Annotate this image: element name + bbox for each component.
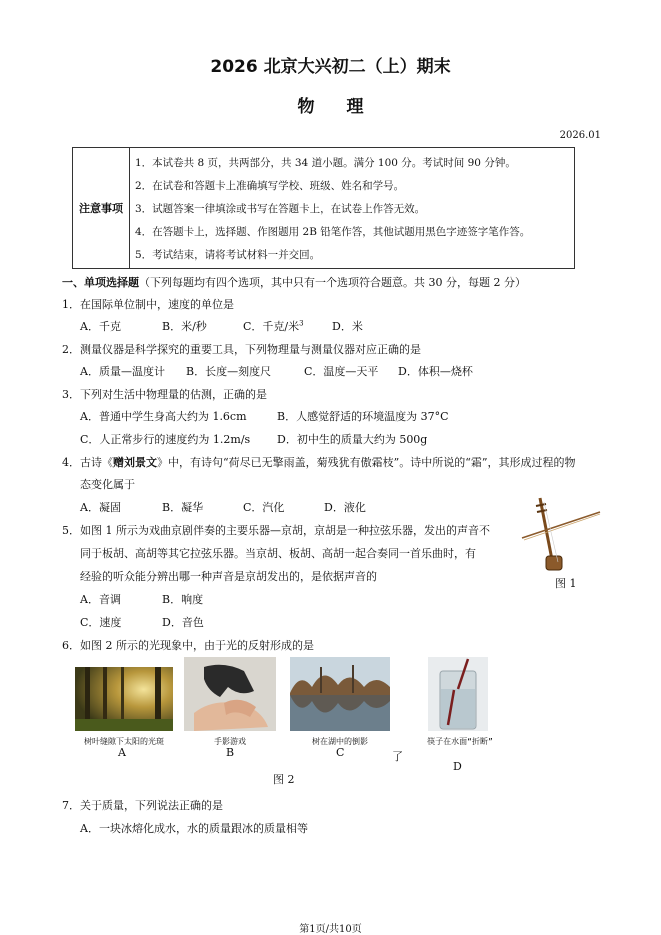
photo-sunlight-forest (75, 667, 173, 731)
question-4-stem (62, 454, 576, 470)
subject-title (0, 92, 661, 117)
subject-char: 理 (346, 97, 364, 117)
photo-caption: 树叶缝隙下太阳的光斑 (84, 737, 164, 746)
photo-lake-reflection (290, 657, 390, 731)
option: A．千克 (80, 320, 121, 333)
option: A．一块冰熔化成水，水的质量跟冰的质量相等 (80, 822, 308, 835)
question-7-stem: 7．关于质量，下列说法正确的是 (62, 799, 223, 812)
question-6-stem: 6．如图 2 所示的光现象中，由于光的反射形成的是 (62, 639, 314, 652)
superscript: 3 (299, 319, 304, 328)
section-title: 一、单项选择题 (62, 276, 139, 289)
question-3-stem: 3．下列对生活中物理量的估测，正确的是 (62, 388, 267, 401)
option: B．凝华 (162, 501, 204, 514)
option: A．质量—温度计 (80, 365, 165, 378)
notice-label: 注意事项 (73, 148, 130, 268)
option: B．人感觉舒适的环境温度为 37°C (277, 410, 449, 423)
exam-title: 2026 北京大兴初二（上）期末 (210, 57, 451, 77)
option: A．音调 (80, 593, 121, 606)
section-heading (62, 274, 526, 290)
notice-item: 2．在试卷和答题卡上准确填写学校、班级、姓名和学号。 (135, 180, 405, 192)
notice-item: 1．本试卷共 8 页，共两部分，共 34 道小题。满分 100 分。考试时间 90 分钟。 (135, 157, 516, 169)
option: C．温度—天平 (304, 365, 379, 378)
option: D．液化 (324, 501, 366, 514)
option: D．米 (332, 320, 363, 333)
question-5-line: 同于板胡、高胡等其它拉弦乐器。当京胡、板胡、高胡一起合奏同一首乐曲时，有 (80, 547, 476, 560)
option-text: C．千克/米 (243, 320, 300, 333)
photo-chopstick-glass (428, 657, 488, 731)
notice-item: 3．试题答案一律填涂或书写在答题卡上，在试卷上作答无效。 (135, 203, 426, 215)
photo-caption: 筷子在水面“折断” (427, 737, 493, 746)
jinghu-illustration (522, 498, 600, 570)
option-with-sup (243, 318, 304, 334)
question-4-stem-line2: 态变化属于 (80, 478, 135, 491)
option-letter: A (118, 746, 126, 759)
question-5-line: 5．如图 1 所示为戏曲京剧伴奏的主要乐器—京胡，京胡是一种拉弦乐器，发出的声音不 (62, 524, 490, 537)
notice-item: 5．考试结束，请将考试材料一并交回。 (135, 249, 321, 261)
question-1-stem: 1．在国际单位制中，速度的单位是 (62, 298, 234, 311)
notice-item: 4．在答题卡上，选择题、作图题用 2B 铅笔作答，其他试题用黑色字迹签字笔作答。 (135, 226, 531, 238)
figure-2-label: 图 2 (273, 773, 295, 786)
option: D．音色 (162, 616, 204, 629)
section-desc: （下列每题均有四个选项，其中只有一个选项符合题意。共 30 分，每题 2 分） (139, 276, 526, 289)
option: A．凝固 (80, 501, 121, 514)
option: B．米/秒 (162, 320, 207, 333)
jinghu-figure (514, 492, 606, 574)
subject-char: 物 (297, 97, 315, 117)
question-5-line: 经验的听众能分辨出哪一种声音是京胡发出的，是依据声音的 (80, 570, 377, 583)
option: B．长度—刻度尺 (186, 365, 272, 378)
page-footer: 第1页/共10页 (299, 924, 362, 935)
option: A．普通中学生身高大约为 1.6cm (80, 410, 247, 423)
stem-text: 》中，有诗句“荷尽已无擎雨盖，菊残犹有傲霜枝”。诗中所说的“霜”，其形成过程的物 (157, 456, 576, 469)
option: D．初中生的质量大约为 500g (277, 433, 428, 446)
exam-date: 2026.01 (559, 130, 601, 141)
stray-character: 了 (392, 750, 403, 763)
question-2-stem: 2．测量仪器是科学探究的重要工具，下列物理量与测量仪器对应正确的是 (62, 343, 421, 356)
figure-1-label: 图 1 (555, 577, 577, 590)
option: C．速度 (80, 616, 122, 629)
option: C．人正常步行的速度约为 1.2m/s (80, 433, 251, 446)
notice-items (135, 152, 570, 267)
poem-title: 赠刘景文 (113, 456, 157, 469)
option-letter: C (336, 746, 345, 759)
option-letter: B (226, 746, 235, 759)
photo-caption: 手影游戏 (214, 737, 246, 746)
option: D．体积—烧杯 (398, 365, 473, 378)
option: B．响度 (162, 593, 204, 606)
stem-text: 4．古诗《 (62, 456, 113, 469)
option-letter: D (453, 760, 462, 773)
option: C．汽化 (243, 501, 285, 514)
photo-caption: 树在湖中的倒影 (312, 737, 368, 746)
photo-hand-shadow (184, 657, 276, 731)
notice-box (72, 147, 575, 269)
